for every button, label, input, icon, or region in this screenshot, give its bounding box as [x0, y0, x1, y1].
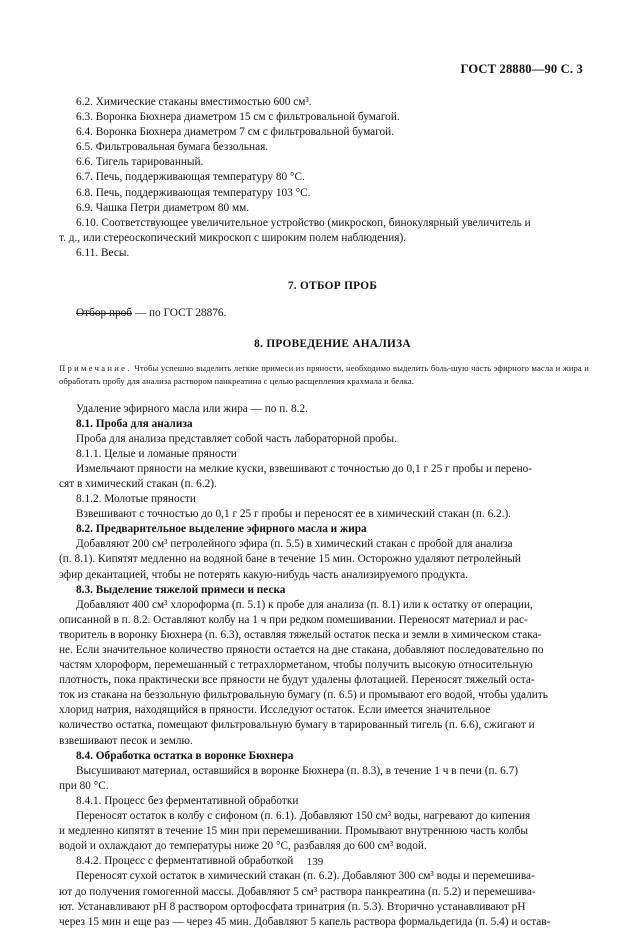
- list-item: 6.4. Воронка Бюхнера диаметром 7 см с фильтровальной бумагой.: [76, 126, 395, 139]
- list-item: 6.6. Тигель тарированный.: [76, 156, 204, 169]
- subsection-8-1-text: Проба для анализа представляет собой часть лабораторной пробы.: [76, 432, 397, 445]
- subsection-8-4-1-title: 8.4.1. Процесс без ферментативной обработки: [76, 794, 299, 807]
- section7-text-rest: — по ГОСТ 28876.: [132, 307, 227, 320]
- paragraph-line: водой и охлаждают до температуры ниже 20 °С, разбавляя до 600 см³ водой.: [59, 840, 427, 853]
- paragraph-line: хлорид натрия, находящийся в пряности. Исследуют остаток. Если имеется значительное: [59, 704, 491, 717]
- struck-text: Отбор проб: [76, 307, 133, 320]
- paragraph-line: Измельчают пряности на мелкие куски, взвешивают с точностью до 0,1 г 25 г пробы и перено-: [76, 462, 533, 475]
- list-item: 6.5. Фильтровальная бумага беззольная.: [76, 141, 269, 154]
- paragraph-line: Взвешивают с точностью до 0,1 г 25 г пробы и переносят ее в химический стакан (п. 6.2.).: [76, 508, 512, 521]
- paragraph-line: описанной в п. 8.2. Оставляют колбу на 1 ч при редком помешивании. Переносят материал и рас-: [59, 613, 528, 626]
- page-body: [59, 95, 589, 930]
- paragraph-line: ток из стакана на беззольную фильтровальную бумагу (п. 6.5) и промывают его водой, чтобы удалить: [59, 689, 548, 702]
- section7-text: [76, 306, 589, 321]
- paragraph-line: ют до получения гомогенной массы. Добавляют 5 см³ раствора панкреатина (п. 5.2) и перемешива-: [59, 885, 536, 898]
- paragraph-line: Переносят остаток в колбу с сифоном (п. 6.1). Добавляют 150 см³ воды, нагревают до кипения: [76, 810, 531, 823]
- paragraph-line: Переносят сухой остаток в химический стакан (п. 6.2). Добавляют 300 см³ воды и перемешива-: [76, 870, 535, 883]
- removal-line: Удаление эфирного масла или жира — по п. 8.2.: [76, 402, 308, 415]
- subsection-8-1-title: 8.1. Проба для анализа: [76, 417, 193, 430]
- running-header: ГОСТ 28880—90 С. 3: [460, 62, 583, 76]
- paragraph-line: взвешивают песок и землю.: [59, 734, 193, 747]
- subsection-8-4-2-title: 8.4.2. Процесс с ферментативной обработкой: [76, 855, 294, 868]
- list-item: 6.11. Весы.: [76, 246, 130, 259]
- list-item: 6.8. Печь, поддерживающая температуру 103 °С.: [76, 186, 311, 199]
- section6-list: [59, 95, 589, 261]
- subsection-8-4-title: 8.4. Обработка остатка в воронке Бюхнера: [76, 749, 294, 762]
- page-number: 139: [306, 856, 324, 868]
- paragraph-line: Высушивают материал, оставшийся в воронке Бюхнера (п. 8.3), в течение 1 ч в печи (п. 6.7): [76, 764, 519, 777]
- paragraph-line: и медленно кипятят в течение 15 мин при перемешивании. Промывают внутреннюю часть колбы: [59, 825, 528, 838]
- paragraph-line: (п. 8.1). Кипятят медленно на водяной бане в течение 15 мин. Осторожно удаляют петролейный: [59, 553, 521, 566]
- paragraph-line: не. Если значительное количество пряности остается на дне стакана, добавляют последовательно по: [59, 644, 544, 656]
- paragraph-line: творитель в воронку Бюхнера (п. 6.3), оставляя тяжелый остаток песка и земли в химическом стака-: [59, 628, 542, 641]
- list-item-continuation: т. д., или стереоскопический микроскоп с широким полем наблюдения).: [59, 231, 407, 244]
- paragraph-line: сят в химический стакан (п. 6.2).: [59, 477, 217, 490]
- note-text: Чтобы успешно выделить легкие примеси из пряности, необходимо выделить боль-шую часть эфирного масла и жира и обработать пробу для анализа раствором панкреатина с целью расщепления крахмала и белка.: [59, 363, 589, 386]
- paragraph-line: плотность, пока практически все пряности не будут удалены флотацией. Переносят тяжелый оста-: [59, 674, 535, 687]
- subsection-8-3-title: 8.3. Выделение тяжелой примеси и песка: [76, 583, 286, 596]
- list-item: 6.10. Соответствующее увеличительное устройство (микроскоп, бинокулярный увеличитель и: [76, 216, 531, 229]
- paragraph-line: Добавляют 400 см³ хлороформа (п. 5.1) к пробе для анализа (п. 8.1) или к остатку от операции,: [76, 598, 533, 611]
- paragraph-line: Добавляют 200 см³ петролейного эфира (п. 5.5) в химический стакан с пробой для анализа: [76, 538, 513, 551]
- paragraph-line: частям хлороформ, перемешанный с тетрахлорметаном, чтобы получить высокую относительную: [59, 659, 533, 672]
- paragraph-line: эфир декантацией, чтобы не потерять какую-нибудь часть анализируемого продукта.: [59, 568, 468, 581]
- paragraph-line: количество остатка, помещают фильтровальную бумагу в тарированный тигель (п. 6.6), сжигают и: [59, 719, 535, 732]
- list-item: 6.2. Химические стаканы вместимостью 600 см³.: [76, 96, 312, 108]
- list-item: 6.7. Печь, поддерживающая температуру 80 °С.: [76, 171, 305, 184]
- section8-heading: 8. ПРОВЕДЕНИЕ АНАЛИЗА: [254, 338, 411, 351]
- subsection-8-1-2-title: 8.1.2. Молотые пряности: [76, 493, 196, 506]
- subsection-8-2-title: 8.2. Предварительное выделение эфирного масла и жира: [76, 523, 367, 536]
- section7-heading: 7. ОТБОР ПРОБ: [287, 280, 378, 293]
- list-item: 6.9. Чашка Петри диаметром 80 мм.: [76, 201, 250, 214]
- paragraph-line: через 15 мин и еще раз — через 45 мин. Добавляют 5 капель раствора формальдегида (п. 5.4) и остав-: [59, 915, 551, 928]
- list-item: 6.3. Воронка Бюхнера диаметром 15 см с фильтровальной бумагой.: [76, 111, 400, 124]
- subsection-8-1-1-title: 8.1.1. Целые и ломаные пряности: [76, 447, 237, 460]
- note-label: Примечание.: [59, 363, 132, 374]
- paragraph-line: при 80 °С.: [59, 779, 109, 792]
- paragraph-line: ют. Устанавливают pH 8 раствором ортофосфата тринатрия (п. 5.3). Вторично устанавливают pH: [59, 900, 526, 913]
- note-paragraph: [59, 362, 589, 387]
